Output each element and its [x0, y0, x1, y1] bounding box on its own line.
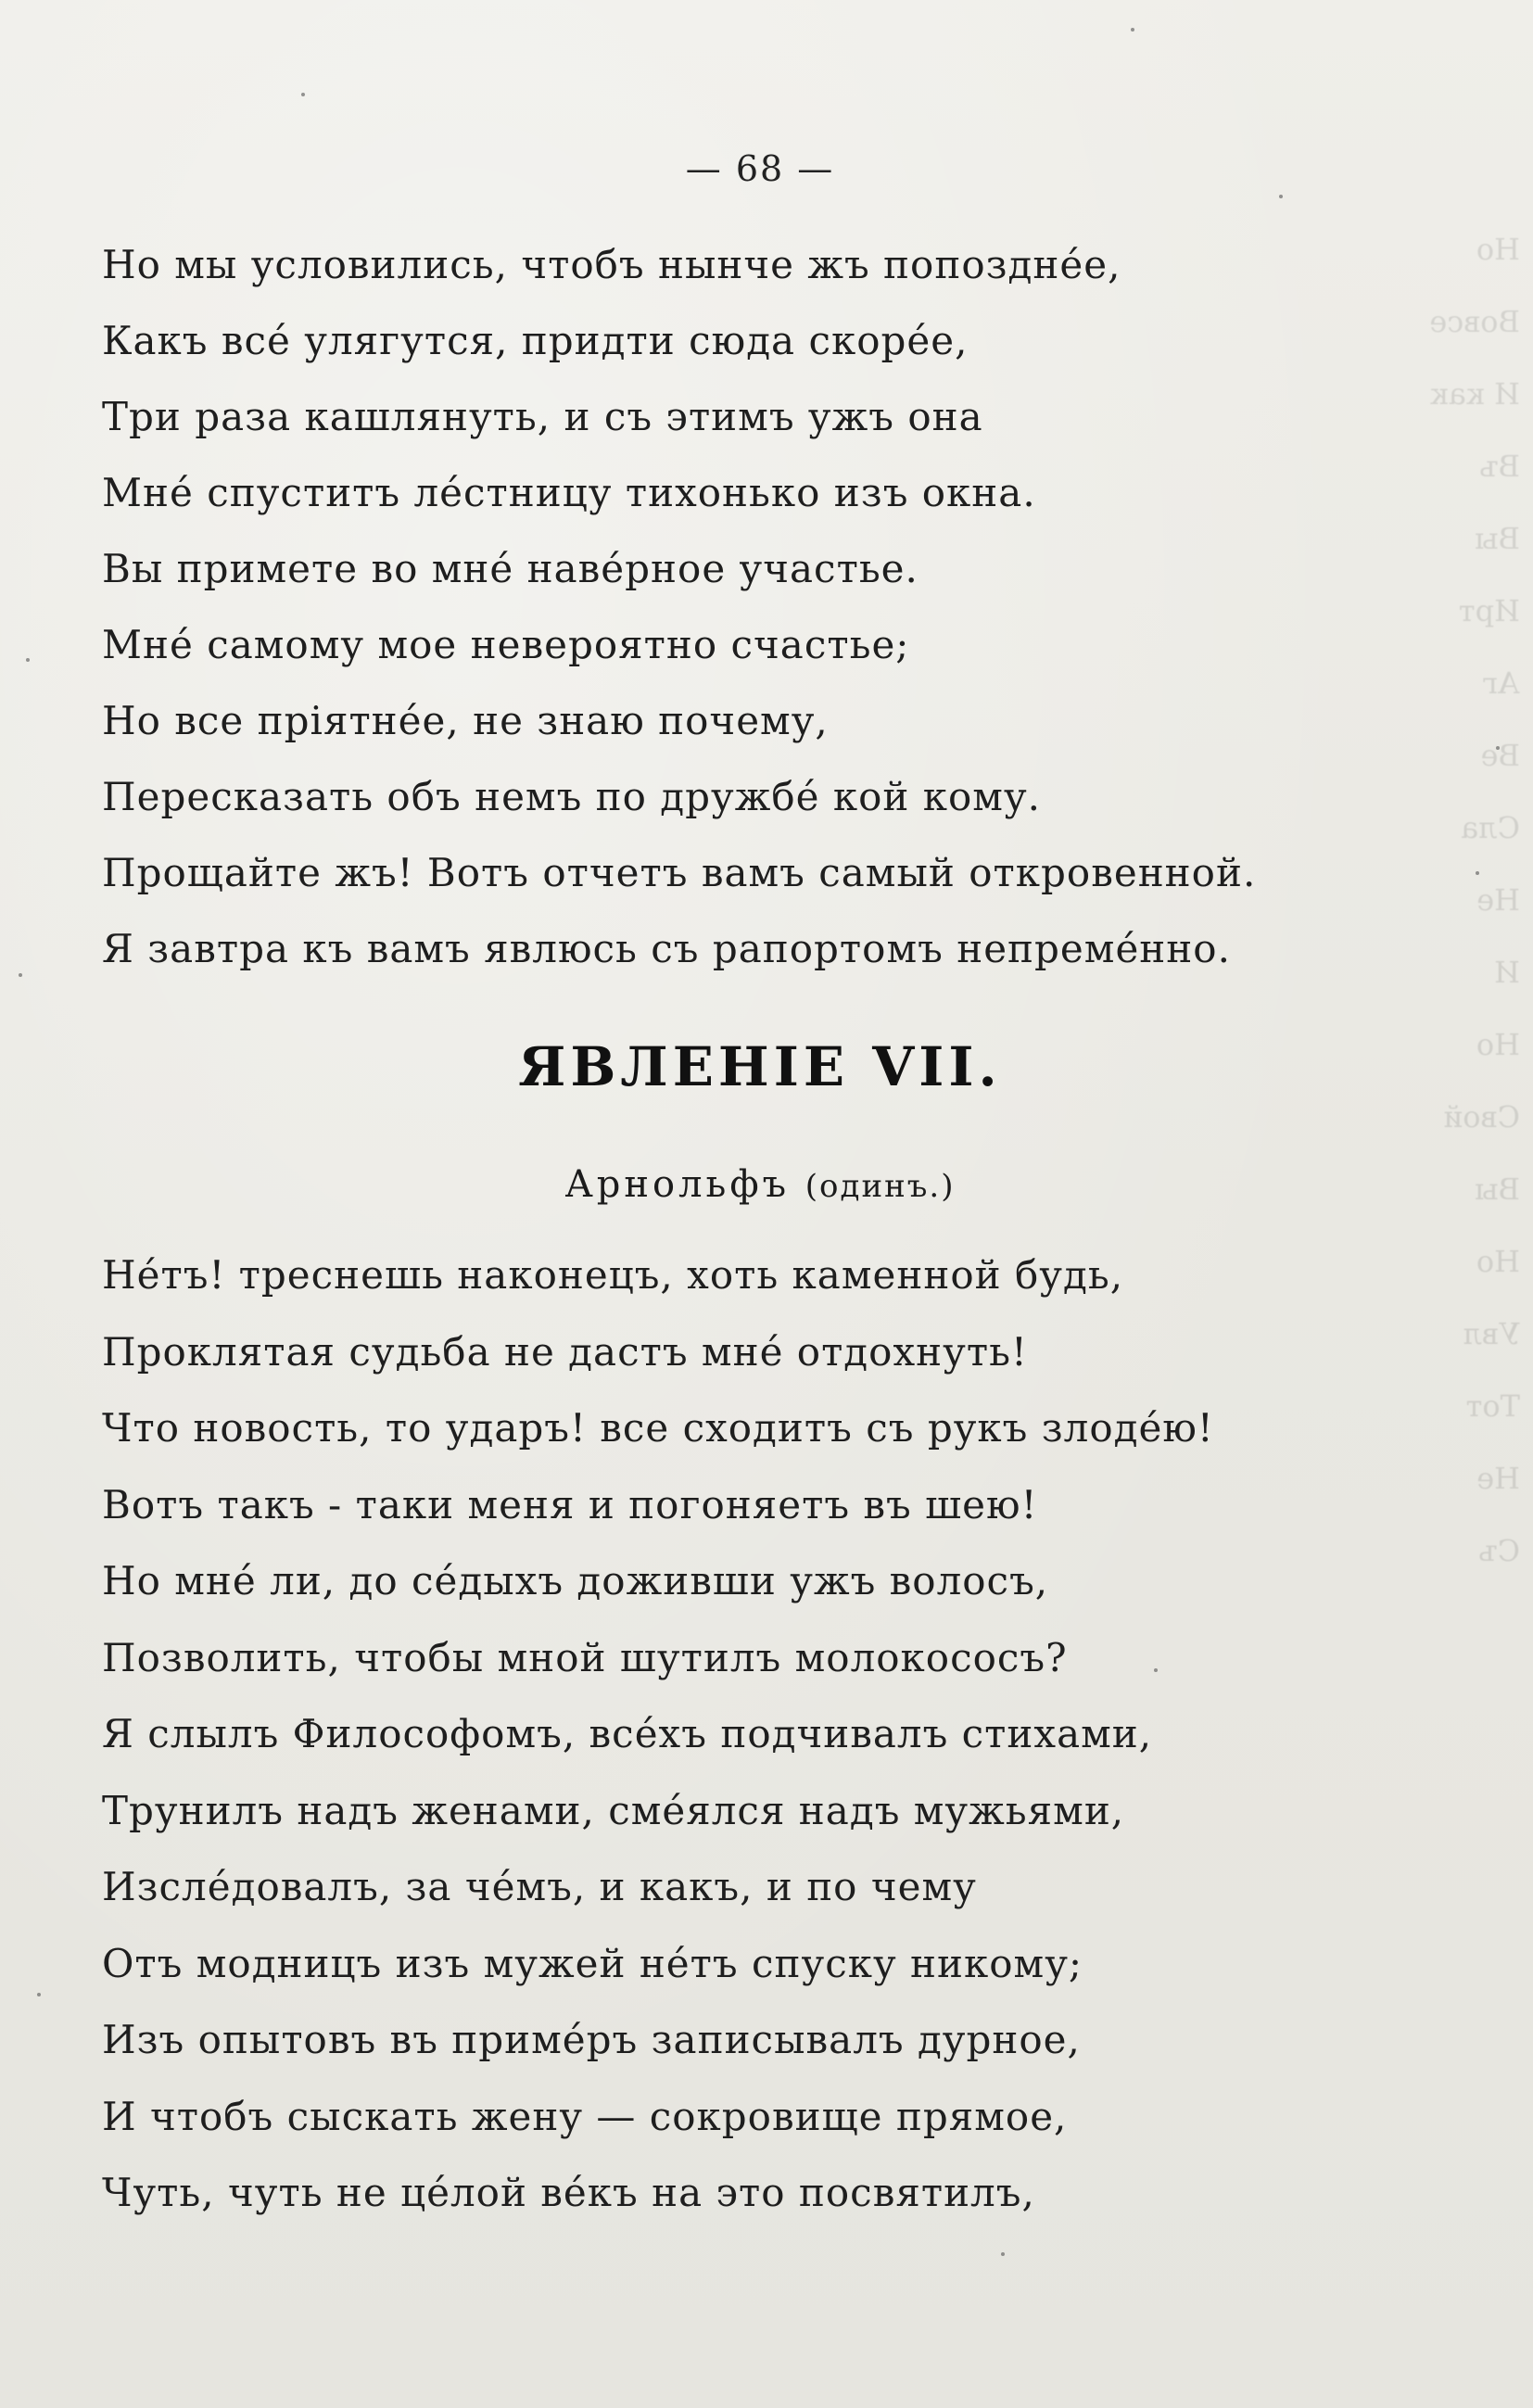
- verse-line: Не́тъ! треснешь наконецъ, хоть каменной будь,: [102, 1252, 1124, 1298]
- show-through-line: Не: [1476, 1461, 1520, 1496]
- verse-line: Я завтра къ вамъ явлюсь съ рапортомъ непреме́нно.: [102, 926, 1231, 971]
- show-through-line: И: [1494, 955, 1520, 990]
- show-through-line: Сла: [1461, 810, 1520, 845]
- verse-line: Позволить, чтобы мной шутилъ молокососъ?: [102, 1634, 1068, 1680]
- verse-line: Мне́ самому мое невероятно счастье;: [102, 622, 910, 667]
- verse-line: Изсле́довалъ, за че́мъ, и какъ, и по чему: [102, 1864, 977, 1909]
- show-through-line: Тот: [1465, 1388, 1520, 1424]
- stage-direction: (одинъ.): [805, 1168, 956, 1205]
- show-through-line: И как: [1429, 376, 1520, 412]
- show-through-line: Свой: [1442, 1099, 1520, 1134]
- verse-block-2: [102, 1237, 1437, 2232]
- verse-line: Мне́ спуститъ ле́стницу тихонько изъ окна.: [102, 470, 1036, 515]
- verse-block-1: [102, 227, 1437, 987]
- speaker-line: [0, 1163, 1520, 1206]
- verse-line: Вотъ такъ - таки меня и погоняетъ въ шею!: [102, 1481, 1038, 1527]
- verse-line: Я слылъ Философомъ, все́хъ подчивалъ стихами,: [102, 1711, 1153, 1756]
- verse-line: Вы примете во мне́ наве́рное участье.: [102, 546, 919, 591]
- show-through-line: Въ: [1479, 449, 1520, 484]
- show-through-line: Но: [1476, 1027, 1520, 1062]
- verse-line: Какъ все́ улягутся, придти сюда скоре́е,: [102, 318, 969, 363]
- verse-line: Но мы условились, чтобъ нынче жъ попоздне́е,: [102, 242, 1121, 287]
- show-through-line: Вы: [1475, 1172, 1520, 1207]
- show-through-line: Не: [1476, 882, 1520, 918]
- verse-line: И чтобъ сыскать жену — сокровище прямое,: [102, 2093, 1068, 2139]
- verse-line: Пересказать объ немъ по дружбе́ кой кому.: [102, 774, 1042, 819]
- scene-heading: ЯВЛЕНIЕ VII.: [518, 1035, 1002, 1098]
- verse-line: Чуть, чуть не це́лой ве́къ на это посвятилъ,: [102, 2170, 1035, 2215]
- verse-line: Отъ модницъ изъ мужей не́тъ спуску никому;: [102, 1940, 1083, 1986]
- show-through-line: Ве: [1480, 738, 1520, 773]
- verse-line: Проклятая судьба не дастъ мне́ отдохнуть!: [102, 1328, 1028, 1375]
- verse-line: Но мне́ ли, до се́дыхъ доживши ужъ волосъ,: [102, 1558, 1049, 1603]
- show-through-line: Вовсе: [1429, 304, 1520, 339]
- show-through-line: Ирт: [1458, 593, 1520, 628]
- show-through-line: Увл: [1463, 1316, 1520, 1351]
- show-through-line: Аг: [1482, 665, 1520, 701]
- show-through-line: Но: [1476, 1244, 1520, 1279]
- verse-line: Трунилъ надъ женами, сме́ялся надъ мужьями,: [102, 1787, 1125, 1833]
- speaker-name: Арнольфъ: [564, 1163, 791, 1206]
- verse-line: Изъ опытовъ въ приме́ръ записывалъ дурное,: [102, 2017, 1081, 2062]
- verse-line: Три раза кашлянуть, и съ этимъ ужъ она: [102, 394, 983, 439]
- verse-line: Но все прiятне́е, не знаю почему,: [102, 698, 829, 743]
- show-through-line: Съ: [1478, 1533, 1520, 1568]
- verse-line: Прощайте жъ! Вотъ отчетъ вамъ самый откровенной.: [102, 850, 1257, 895]
- show-through-line: Вы: [1475, 521, 1520, 556]
- verse-line: Что новость, то ударъ! все сходитъ съ рукъ злоде́ю!: [102, 1405, 1214, 1451]
- page-number: — 68 —: [685, 148, 835, 189]
- show-through-line: Но: [1476, 232, 1520, 267]
